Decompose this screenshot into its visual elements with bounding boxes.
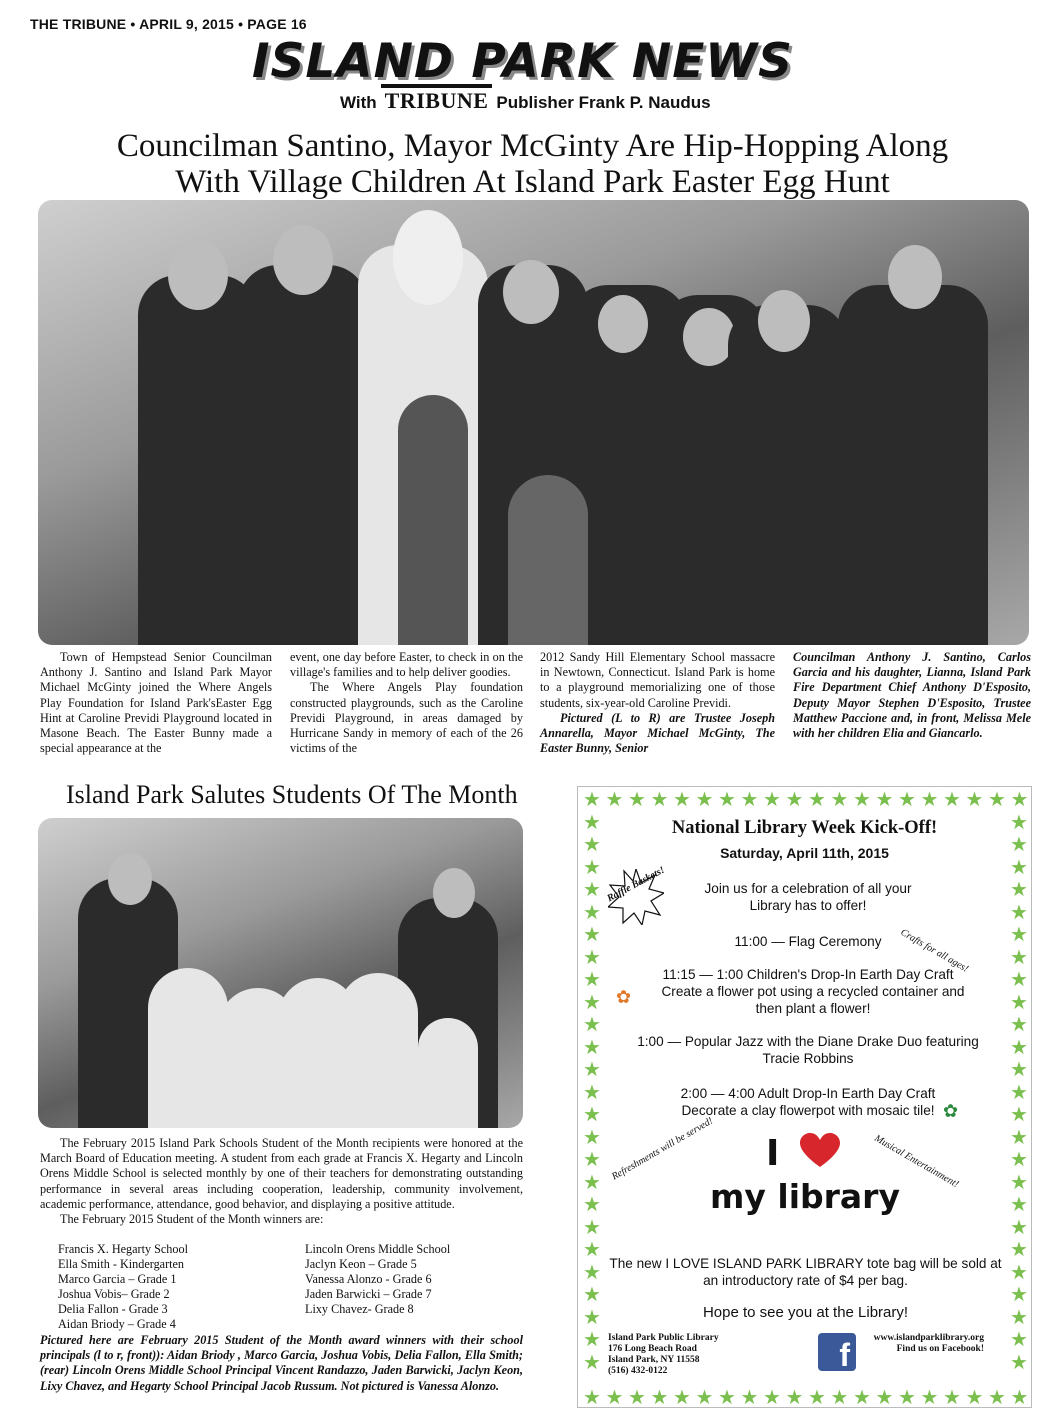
refreshments-line1: [610, 1116, 715, 1183]
star-icon: ★: [1010, 809, 1028, 834]
publisher-line: [340, 88, 711, 114]
list-item: Aidan Briody – Grade 4: [58, 1317, 176, 1331]
star-icon: ★: [583, 1214, 601, 1239]
address-line: Island Park, NY 11558: [608, 1355, 700, 1365]
students-lead: The February 2015 Island Park Schools Student of the Month recipients were honored at the March Board of Education meeting. A student from each grade at Francis X. Hegarty and Lincoln Orens Middle School is selected monthly by one of their teachers for demonstrating outstanding performance in several areas including cooperation, leadership, community involvement, academic performance, attendance, good behavior, and displaying a positive attitude.: [40, 1136, 523, 1211]
easter-article-para: event, one day before Easter, to check in on the village's families and to help deliver goodies.: [290, 650, 523, 680]
star-icon: ★: [1010, 1237, 1028, 1261]
event-flag: 11:00 — Flag Ceremony: [734, 934, 882, 949]
list-item: Marco Garcia – Grade 1: [58, 1272, 177, 1286]
star-icon: ★: [808, 1385, 826, 1409]
star-icon: ★: [1010, 1079, 1028, 1104]
list-item: Ella Smith - Kindergarten: [58, 1257, 185, 1271]
star-icon: ★: [583, 787, 601, 811]
star-icon: ★: [1010, 1147, 1028, 1171]
star-icon: ★: [583, 1192, 601, 1216]
star-icon: ★: [583, 1102, 601, 1126]
star-icon: ★: [673, 787, 691, 811]
star-icon: ★: [1010, 1012, 1028, 1036]
list-item: Joshua Vobis– Grade 2: [58, 1287, 170, 1301]
list-item: Lixy Chavez- Grade 8: [305, 1302, 414, 1316]
list-item: Vanessa Alonzo - Grade 6: [305, 1272, 432, 1286]
star-icon: ★: [1010, 1124, 1028, 1149]
music-note: Musical Entertainment!: [872, 1133, 961, 1191]
event-adult-time: 2:00 — 4:00 Adult Drop-In Earth Day Craft: [680, 1086, 936, 1101]
star-icon: ★: [583, 1169, 601, 1194]
website-link[interactable]: www.islandparklibrary.org: [873, 1333, 984, 1343]
ad-closing: Hope to see you at the Library!: [702, 1304, 909, 1321]
star-icon: ★: [583, 1327, 601, 1351]
star-icon: ★: [583, 1124, 601, 1149]
star-icon: ★: [853, 787, 871, 811]
library-web: [858, 1333, 984, 1355]
ad-title: National Library Week Kick-Off!: [671, 818, 938, 838]
star-icon: ★: [1010, 1102, 1028, 1126]
star-icon: ★: [583, 989, 601, 1014]
star-icon: ★: [830, 787, 849, 811]
tribune-logo: TRIBUNE: [381, 84, 493, 113]
star-icon: ★: [583, 809, 601, 834]
star-icon: ★: [1010, 944, 1028, 969]
star-icon: ★: [583, 1012, 601, 1036]
star-icon: ★: [965, 1385, 984, 1409]
library-week-ad: [577, 786, 1032, 1408]
school-name: Francis X. Hegarty School: [58, 1242, 188, 1256]
star-icon: ★: [718, 1385, 736, 1409]
star-icon: ★: [1010, 1192, 1028, 1216]
event-adult-desc: Decorate a clay flowerpot with mosaic tile!: [681, 1103, 935, 1118]
school-name: Lincoln Orens Middle School: [305, 1242, 451, 1256]
list-item: Jaclyn Keon – Grade 5: [305, 1257, 417, 1271]
star-icon: ★: [763, 787, 781, 811]
facebook-link[interactable]: Find us on Facebook!: [896, 1344, 984, 1354]
star-icon: ★: [605, 1385, 624, 1409]
star-icon: ★: [853, 1385, 871, 1409]
love-i: I: [766, 1133, 780, 1174]
star-icon: ★: [583, 1349, 601, 1374]
easter-article-col-2: [290, 650, 523, 756]
easter-article-para: The Where Angels Play foundation constructed playgrounds, such as the Caroline Previdi Playground, in areas damaged by Hurricane Sandy in memory of each of the 26 victims of the: [290, 680, 523, 756]
event-kids-time: 11:15 — 1:00 Children's Drop-In Earth Day Craft: [662, 967, 954, 982]
star-icon: ★: [583, 899, 601, 924]
star-icon: ★: [1010, 967, 1028, 991]
winners-intro: The February 2015 Student of the Month winners are:: [60, 1212, 324, 1227]
easter-photo-caption-cont: Councilman Anthony J. Santino, Carlos Garcia and his daughter, Lianna, Island Park Fire Department Chief Anthony D'Esposito, Deputy Mayor Stephen D'Esposito, Trustee Matthew Paccione and, in front, Melissa Mele with her children Elia and Giancarlo.: [793, 650, 1031, 741]
students-photo-caption: Pictured here are February 2015 Student of the Month award winners with their school principals (l to r, front)): Aidan Briody , Marco Garcia, Joshua Vobis, Delia Fallon, Ella Smith; (rear) Lincoln Orens Middle School Principal Vincent Randazzo, Jaden Barwicki, Jaclyn Keon, Lixy Chavez, and Hegarty School Principal Jacob Russum. Not pictured is Vanessa Alonzo.: [40, 1333, 523, 1393]
star-icon: ★: [763, 1385, 781, 1409]
list-item: Jaden Barwicki – Grade 7: [305, 1287, 432, 1301]
address-line: 176 Long Beach Road: [608, 1344, 697, 1354]
star-icon: ★: [1010, 1034, 1028, 1059]
school-1-list: [58, 1242, 188, 1332]
crafts-note: Crafts for all ages!: [898, 927, 971, 975]
raffle-text: Raffle Baskets!: [605, 864, 667, 905]
star-icon: ★: [785, 787, 804, 811]
students-heading: Island Park Salutes Students Of The Month: [66, 780, 518, 809]
headline-line-1: Councilman Santino, Mayor McGinty Are Hip-Hopping Along: [116, 128, 949, 164]
star-icon: ★: [1010, 1327, 1028, 1351]
star-icon: ★: [673, 1385, 691, 1409]
star-icon: ★: [583, 967, 601, 991]
facebook-icon: f: [818, 1333, 856, 1371]
star-icon: ★: [628, 787, 646, 811]
star-icon: ★: [695, 1385, 714, 1409]
star-icon: ★: [830, 1385, 849, 1409]
star-icon: ★: [875, 1385, 894, 1409]
running-head: THE TRIBUNE • APRIL 9, 2015 • PAGE 16: [30, 16, 307, 32]
star-icon: ★: [988, 1385, 1006, 1409]
star-icon: ★: [583, 944, 601, 969]
star-icon: ★: [1010, 877, 1028, 901]
star-icon: ★: [1010, 922, 1028, 946]
star-icon: ★: [965, 787, 984, 811]
star-icon: ★: [1010, 1259, 1028, 1284]
tote-bag-notice: The new I LOVE ISLAND PARK LIBRARY tote bag will be sold at an introductory rate of $4 per bag.: [609, 1256, 1002, 1288]
star-icon: ★: [583, 1237, 601, 1261]
star-icon: ★: [583, 877, 601, 901]
address-line: Island Park Public Library: [608, 1333, 719, 1343]
students-article: [40, 1136, 523, 1227]
library-address: [608, 1333, 768, 1377]
star-icon: ★: [1010, 1214, 1028, 1239]
easter-article-para: 2012 Sandy Hill Elementary School massacre in Newtown, Connecticut. Island Park is home to a playground memorializing one of those students, six-year-old Caroline Previdi.: [540, 650, 775, 710]
ad-date: Saturday, April 11th, 2015: [720, 845, 889, 861]
students-photo: [38, 818, 523, 1128]
star-icon: ★: [583, 832, 601, 856]
star-icon: ★: [740, 1385, 759, 1409]
flower-pot-icon: ✿: [943, 1101, 959, 1122]
star-icon: ★: [943, 787, 961, 811]
star-icon: ★: [898, 1385, 916, 1409]
headline-line-2: With Village Children At Island Park Easter Egg Hunt: [175, 164, 890, 200]
heart-icon: [800, 1133, 840, 1169]
star-icon: ★: [1010, 989, 1028, 1014]
star-icon: ★: [875, 787, 894, 811]
star-icon: ★: [583, 922, 601, 946]
star-icon: ★: [650, 787, 669, 811]
easter-article-col-3: [540, 650, 775, 756]
masthead-publisher: Publisher Frank P. Naudus: [496, 93, 711, 112]
masthead-title: ISLAND PARK NEWS: [252, 34, 793, 89]
event-kids-desc: Create a flower pot using a recycled container and then plant a flower!: [661, 984, 965, 1016]
school-2-list: [305, 1242, 450, 1317]
star-icon: ★: [650, 1385, 669, 1409]
star-icon: ★: [1010, 1282, 1028, 1306]
ad-intro: Join us for a celebration of all your Library has to offer!: [704, 881, 912, 913]
list-item: Delia Fallon - Grade 3: [58, 1302, 168, 1316]
star-icon: ★: [1010, 1349, 1028, 1374]
star-icon: ★: [583, 1079, 601, 1104]
page-headline: [40, 128, 1025, 200]
easter-group-photo: [38, 200, 1029, 645]
star-icon: ★: [583, 1385, 601, 1409]
event-jazz: 1:00 — Popular Jazz with the Diane Drake Duo featuring Tracie Robbins: [637, 1034, 979, 1066]
star-icon: ★: [1010, 1304, 1028, 1329]
star-icon: ★: [1010, 899, 1028, 924]
flower-pot-icon: ✿: [616, 987, 632, 1008]
star-icon: ★: [740, 787, 759, 811]
star-icon: ★: [943, 1385, 961, 1409]
easter-article-col-1: Town of Hempstead Senior Councilman Anthony J. Santino and Island Park Mayor Michael McGinty joined the Where Angels Play Foundation for Island Park'sEaster Egg Hint at Caroline Previdi Playground located in Masone Beach. The Easter Bunny made a special appearance at the: [40, 650, 272, 756]
star-icon: ★: [583, 1147, 601, 1171]
star-icon: ★: [988, 787, 1006, 811]
star-icon: ★: [920, 1385, 939, 1409]
masthead-with: With: [340, 93, 377, 112]
star-icon: ★: [808, 787, 826, 811]
love-my-library: my library: [710, 1177, 900, 1216]
star-icon: ★: [898, 787, 916, 811]
star-icon: ★: [583, 1304, 601, 1329]
star-icon: ★: [583, 854, 601, 879]
star-icon: ★: [583, 1057, 601, 1081]
address-line: (516) 432-0122: [608, 1366, 668, 1376]
star-icon: ★: [920, 787, 939, 811]
star-icon: ★: [785, 1385, 804, 1409]
star-icon: ★: [1010, 787, 1029, 811]
star-icon: ★: [1010, 1057, 1028, 1081]
star-icon: ★: [1010, 1385, 1029, 1409]
star-icon: ★: [718, 787, 736, 811]
star-icon: ★: [1010, 1169, 1028, 1194]
star-icon: ★: [1010, 832, 1028, 856]
star-icon: ★: [605, 787, 624, 811]
easter-photo-caption: Pictured (L to R) are Trustee Joseph Annarella, Mayor Michael McGinty, The Easter Bunny, Senior: [540, 710, 775, 756]
star-icon: ★: [583, 1282, 601, 1306]
star-icon: ★: [1010, 854, 1028, 879]
star-icon: ★: [695, 787, 714, 811]
refreshments-note: Refreshments will be served!: [610, 1115, 715, 1183]
star-icon: ★: [583, 1259, 601, 1284]
star-icon: ★: [628, 1385, 646, 1409]
star-icon: ★: [583, 1034, 601, 1059]
